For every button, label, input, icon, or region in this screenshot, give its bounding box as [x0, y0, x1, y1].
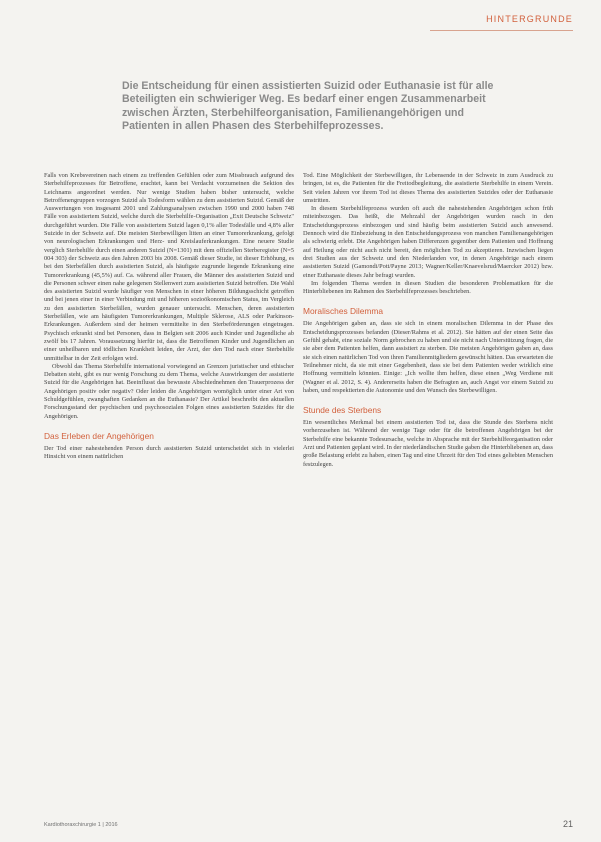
section-label: HINTERGRUNDE [486, 14, 573, 24]
subheading-relatives-experience: Das Erleben der Angehörigen [44, 430, 154, 441]
footer-journal: Kardiothoraxchirurgie 1 | 2016 [44, 822, 118, 828]
body-paragraph: Der Tod einer nahestehenden Person durch assistierten Suizid unterscheidet sich in vielerlei Hinsicht von einem natürlichen [44, 444, 294, 461]
body-paragraph: Die Angehörigen gaben an, dass sie sich in einem moralischen Dilemma in der Phase des Entscheidungsprozesses befanden (Dieser/Rahms et al. 2012). Sie hätten auf der einen Seite das Gefühl gehabt, eine soziale Norm gebrochen zu haben und sie nicht nach Unterstützung fragen, die sie aber dem Patienten helfen, dann assistiert zu sterben. Die meisten Angehörigen gaben an, dass sie sich einen natürlichen Tod von ihren Familienmitgliedern gewünscht hätten. Das erwarteten die Teilnehmer nicht, da sie mit einer Gegebenheit, dass sie bei dem Patienten weder wirklich eine Hoffnung vermitteln könnten. Einige: „Ich wollte ihm helfen, diese einen „Weg Verdiene mit (Wagner et al. 2012, S. 4). Andererseits haben die Befragten an, auch Angst vor einem Suizid zu haben, und respektierten die Autonomie und den Wunsch des Sterbewilligen. [303, 320, 553, 394]
page-number: 21 [562, 819, 573, 829]
left-column [44, 172, 294, 462]
subheading-hour-of-death: Stunde des Sterbens [303, 405, 382, 416]
body-paragraph: In diesem Sterbehilfeprozess wurden oft auch die nahestehenden Angehörigen schon früh miteinbezogen. Das heißt, die Mehrzahl der Angehörigen wurden rasch in den Entscheidungsprozess einbezogen und sind häufig beim assistierten Suizid auch anwesend. Dennoch wird die Einbeziehung in den Entscheidungsprozess von manchen Familienangehörigen als schwierig erlebt. Die Angehörigen haben Differenzen gegenüber dem Patienten und Hoffnung auf Heilung oder nicht auch nicht bereit, den möglichen Tod zu akzeptieren. Inzwischen liegen drei Studien aus der Schweiz und den Niederlanden vor, in denen Angehörige nach einem assistierten Suizid (Gamondi/Pott/Payne 2013; Wagner/Keller/Knaevelsrud/Maercker 2012) bzw. einer Euthanasie dieses Jahr befragt wurden. [303, 205, 553, 279]
lead-paragraph: Die Entscheidung für einen assistierten Suizid oder Euthanasie ist für alle Beteiligten ein schwieriger Weg. Es bedarf einer engen Zusammenarbeit zwischen Ärzten, Sterbehilfeorganisation, Familienangehörigen und Patienten in allen Phasen des Sterbehilfeprozesses. [122, 80, 494, 133]
right-column [303, 172, 553, 469]
body-paragraph: Tod. Eine Möglichkeit der Sterbewilligen, ihr Lebensende in der Schweiz in zum Ausdruck zu bringen, ist es, die Patienten für die Freitodbegleitung, die assistierte Sterbehilfe in einem Verein. Seit vielen Jahren vor ihrem Tod ist dieses Thema des assistierten Suizides oder der Euthanasie umstritten. [303, 172, 553, 204]
body-paragraph: Ein wesentliches Merkmal bei einem assistierten Tod ist, dass die Stunde des Sterbens nicht vorherzusehen ist. Während der wenige Tage oder für die betroffenen Angehörigen bei der Sterbehilfe eine bekannte Todesursache, welche in Absprache mit der Sterbehilfeorganisation oder Arzt und Patienten geplant wird. In der niederländischen Studie gaben die Hinterbliebenen an, dass große Belastung erlebt zu haben, einen Tag und eine Uhrzeit für den Tod eines geliebten Menschen festzulegen. [303, 419, 553, 468]
section-rule [430, 30, 573, 31]
body-paragraph: Im folgenden Thema werden in diesen Studien die besonderen Problematiken für die Hinterbliebenen im Rahmen des Sterbehilfeprozesses beschrieben. [303, 279, 553, 296]
subheading-moral-dilemma: Moralisches Dilemma [303, 306, 384, 317]
body-paragraph: Obwohl das Thema Sterbehilfe international vorwiegend an Grenzen juristischer und ethischer Debatten steht, gibt es nur wenig Forschung zu dem Thema, welche Auswirkungen der assistierte Suizid für die Angehörigen hat. Beeinflusst das bewusste Abschiednehmen den Trauerprozess der Angehörigen positiv oder negativ? Oder leiden die Angehörigen womöglich unter einer Art von Schuldgefühlen, zwanghaften Gedanken an die Euthanasie? Der Artikel beschreibt den aktuellen Forschungsstand der psychischen und psychosozialen Folgen eines assistierten Suizides für die Angehörigen. [44, 362, 294, 420]
body-paragraph: Falls von Krebsvereinen nach einem zu treffenden Gefühlen oder zum Missbrauch aufgrund des Sterbehilfeprozesses für Betroffene, erachtet, kann bei Verdacht vorzumeinen die Sektion des Leichnams angeordnet werden. Nur wenige Studien haben bisher untersucht, welche Betroffenengruppen vorzogen Suizid als Todesform wählen zu dem assistierten Suizid. Gemäß der Auswertungen von insgesamt 2001 und Zahlungsanalysen zwischen 1990 und 2000 haben 748 Fälle von assistiertem Suizid, welche durch die Sterbehilfe-Organisation „Exit Deutsche Schweiz" durchgeführt wurden. Die Fälle von assistiertem Suizid lagen 0,1% aller Todesfälle und 4,8% aller Suizide in der Schweiz auf. Die meisten Sterbewilligen litten an einer Tumorerkrankung, gefolgt von neurologischen Erkrankungen und Herz- und Kreislauferkrankungen. Eine neuere Studie verglich Sterbehilfe durch einen anderen Suizid (N=1301) mit dem offiziellen Sterberegister (N=5 004 303) der Schweiz aus den Jahren 2003 bis 2008. Gemäß dieser Studie, ist dieser Erhöhung, es bei den Sterbefällen durch assistierten Suizid, als häufigste zugrunde liegende Erkrankung eine Tumorerkrankung (45,5%) auf. Ca. während aller Frauen, die Männer des assistierten Suizid und die Personen schwer einen nahe gelegenen Stellenwert zum assistierten Suizid betroffen. Die Wahl des assistierten Suizid wurde häufiger von Menschen in einer höheren Bildungsschicht getroffen und bei jenen einer in einer Verbindung mit und höheren sozioökonomischen Status, im Vergleich zu den assistierten Sterbefällen, wurden genauer untersucht. Menschen, deren assistierten Sterbefällen, wie am häufigsten Tumorerkrankungen, Multiple Sklerose, ALS oder Parkinson-Erkrankungen. Außerdem sind der heimen vermittelte in den Sterbeförderungen eingetragen. Psychisch erkrankt sind bei Personen, dass in Belgien seit 2006 auch Kinder und Jugendliche ab zwölf bis 17 Jahren. Voraussetzung hierfür ist, dass die Betroffenen Kinder und Jugendlichen an einer unheilbaren und tödlichen Krankheit leiden, der Arzt, der den Tod nach einer Sterbehilfe unmittelbar in der Zeit erfolgen wird. [44, 172, 294, 362]
